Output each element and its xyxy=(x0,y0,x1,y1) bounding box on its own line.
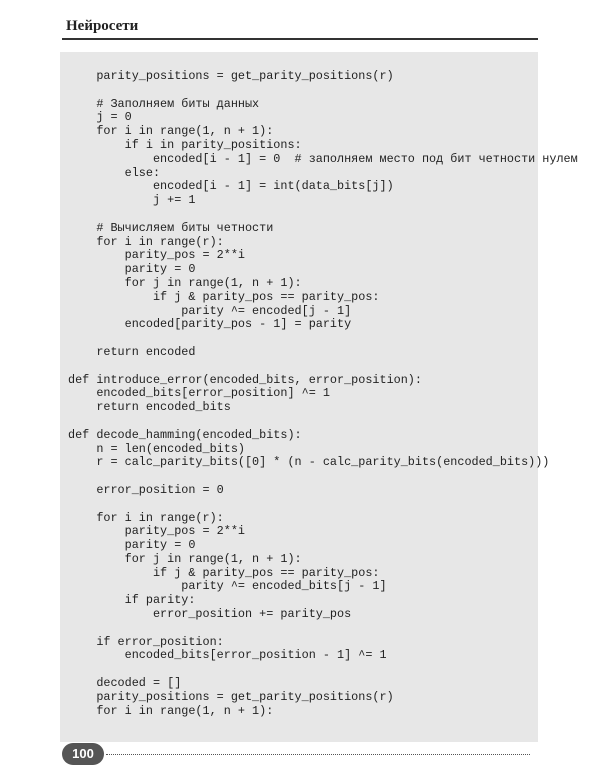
footer-divider xyxy=(106,754,530,755)
header-divider xyxy=(62,38,538,40)
code-line: encoded_bits[error_position] ^= 1 xyxy=(68,386,330,401)
code-line xyxy=(68,470,538,484)
code-line: for j in range(1, n + 1): xyxy=(68,551,302,566)
code-line: return encoded xyxy=(68,344,196,359)
code-line: if i in parity_positions: xyxy=(68,137,302,152)
code-line: # Заполняем биты данных xyxy=(68,96,260,111)
code-line: error_position = 0 xyxy=(68,482,224,497)
code-line: if parity: xyxy=(68,593,196,608)
code-line: n = len(encoded_bits) xyxy=(68,441,245,456)
running-header-title: Нейросети xyxy=(66,18,139,34)
code-line: error_position += parity_pos xyxy=(68,607,352,622)
code-line: encoded[i - 1] = int(data_bits[j]) xyxy=(68,179,394,194)
code-line xyxy=(68,84,538,98)
code-listing xyxy=(68,69,578,718)
code-line: r = calc_parity_bits([0] * (n - calc_parity_bits(encoded_bits))) xyxy=(68,455,550,470)
page-number-badge: 100 xyxy=(62,743,104,765)
code-line: parity = 0 xyxy=(68,262,196,277)
code-line xyxy=(68,208,538,222)
code-line: if j & parity_pos == parity_pos: xyxy=(68,289,380,304)
code-line: # Вычисляем биты четности xyxy=(68,220,274,235)
code-line: for i in range(r): xyxy=(68,510,224,525)
code-line xyxy=(68,622,538,636)
code-line: parity_pos = 2**i xyxy=(68,248,245,263)
code-line: return encoded_bits xyxy=(68,400,231,415)
code-line xyxy=(68,360,538,374)
code-line: for i in range(1, n + 1): xyxy=(68,703,274,718)
code-line: j = 0 xyxy=(68,110,132,125)
code-line: encoded[i - 1] = 0 # заполняем место под бит четности нулем xyxy=(68,151,578,166)
code-line: encoded[parity_pos - 1] = parity xyxy=(68,317,352,332)
code-line: parity_positions = get_parity_positions(r) xyxy=(68,689,394,704)
code-line: else: xyxy=(68,165,161,180)
code-line xyxy=(68,415,538,429)
code-line: parity ^= encoded[j - 1] xyxy=(68,303,352,318)
code-line: if j & parity_pos == parity_pos: xyxy=(68,565,380,580)
code-line: def introduce_error(encoded_bits, error_position): xyxy=(68,372,422,387)
code-line: parity ^= encoded_bits[j - 1] xyxy=(68,579,387,594)
code-line: j += 1 xyxy=(68,193,196,208)
code-line: def decode_hamming(encoded_bits): xyxy=(68,427,302,442)
code-line: encoded_bits[error_position - 1] ^= 1 xyxy=(68,648,387,663)
code-line: for i in range(1, n + 1): xyxy=(68,124,274,139)
code-line xyxy=(68,663,538,677)
code-line xyxy=(68,498,538,512)
code-line: for i in range(r): xyxy=(68,234,224,249)
code-line: decoded = [] xyxy=(68,676,182,691)
code-line xyxy=(68,332,538,346)
code-line: if error_position: xyxy=(68,634,224,649)
code-line: for j in range(1, n + 1): xyxy=(68,275,302,290)
code-line: parity_positions = get_parity_positions(r) xyxy=(68,69,394,83)
code-line: parity_pos = 2**i xyxy=(68,524,245,539)
code-line: parity = 0 xyxy=(68,538,196,553)
